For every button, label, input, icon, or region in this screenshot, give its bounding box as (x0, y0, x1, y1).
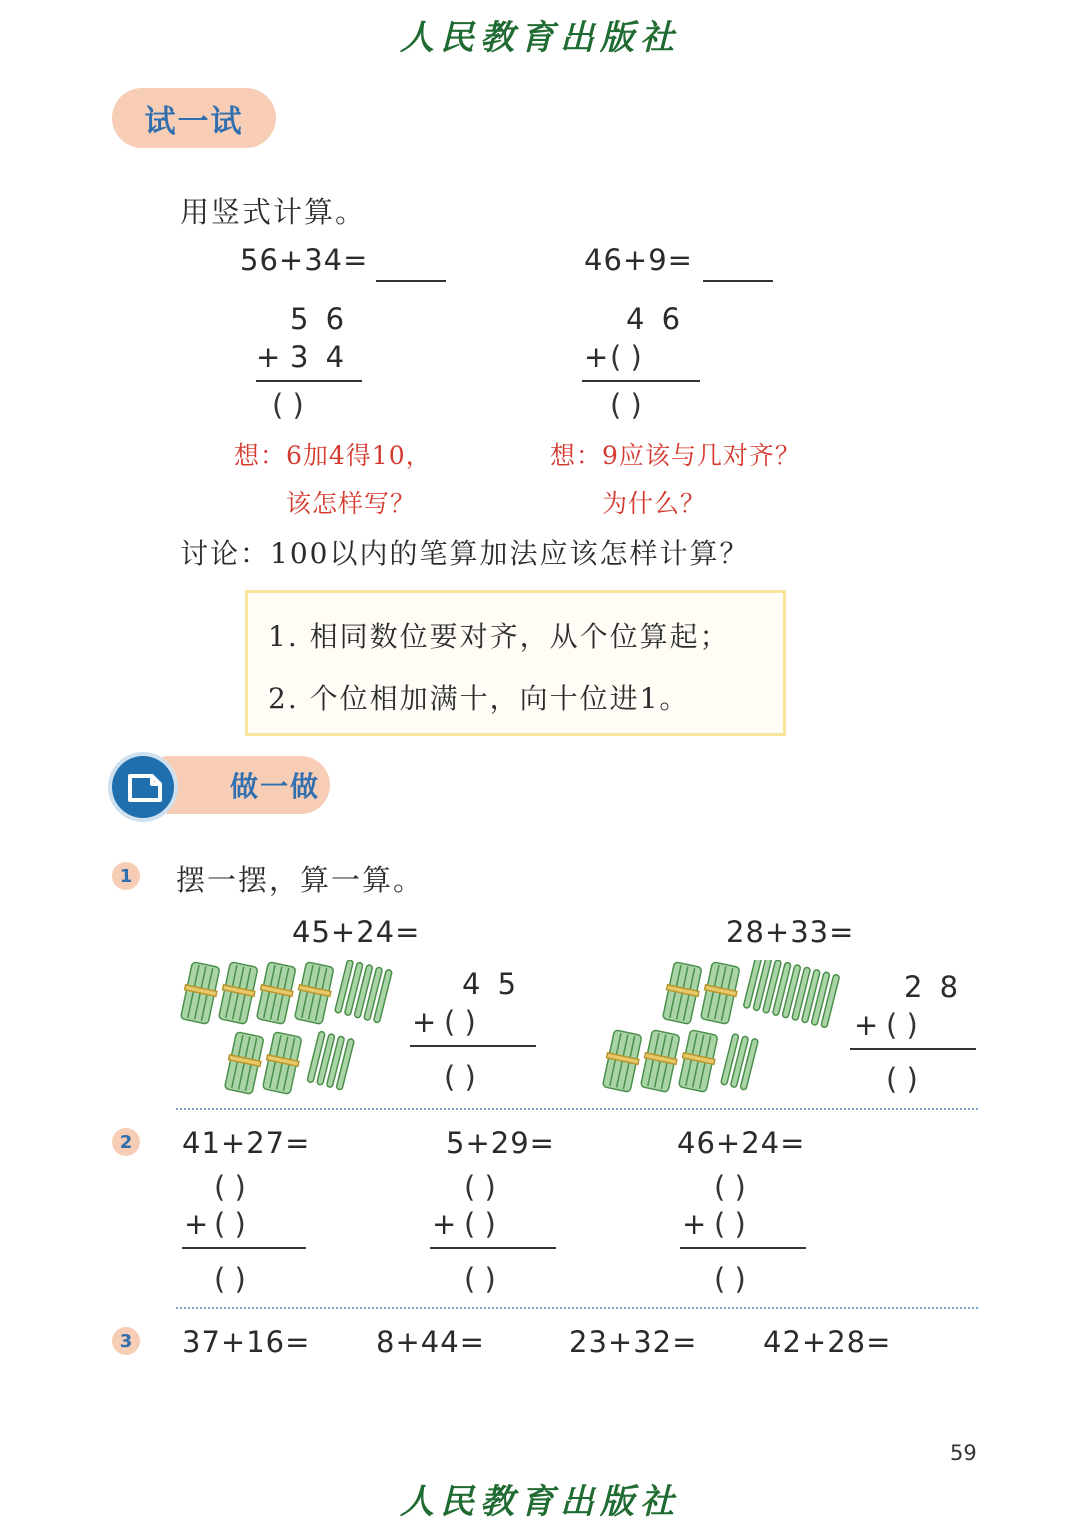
section-divider-2 (176, 1307, 978, 1309)
q2a-top-box[interactable]: ( ) (214, 1170, 246, 1204)
problem2-hint-line1: 想：9应该与几对齐？ (550, 441, 801, 470)
q1a-result-box[interactable]: ( ) (444, 1060, 476, 1094)
q2b-sum-line (430, 1247, 556, 1249)
q3-item-3: 23+32= (569, 1325, 698, 1359)
problem1-result-box[interactable]: ( ) (272, 388, 304, 422)
try-it-tag: 试一试 (112, 88, 276, 148)
q2c-sum-line (680, 1247, 806, 1249)
q2a-plus-sign: + (184, 1207, 210, 1241)
question-2-badge: 2 (112, 1128, 140, 1156)
q1a-plus-sign: + (412, 1005, 438, 1039)
q1b-plus-sign: + (854, 1008, 880, 1042)
q1a-sum-line (410, 1045, 536, 1047)
instruction-text: 用竖式计算。 (180, 195, 367, 229)
q2b-expression: 5+29= (446, 1126, 555, 1160)
problem2-answer-blank[interactable] (703, 280, 773, 282)
discussion-text: 讨论：100以内的笔算加法应该怎样计算？ (180, 537, 750, 570)
q1b-sticks-illustration (600, 960, 856, 1100)
problem2-second-box[interactable]: ( ) (610, 340, 642, 374)
problem2-sum-line (582, 380, 700, 382)
problem1-answer-blank[interactable] (376, 280, 446, 282)
problem1-expression: 56+34= (240, 243, 369, 277)
question-1-badge: 1 (112, 862, 140, 890)
problem1-hint-line1: 想：6加4得10， (234, 441, 432, 470)
q1b-expression: 28+33= (726, 915, 855, 949)
publisher-header: 人民教育出版社 (400, 18, 680, 58)
q2c-result-box[interactable]: ( ) (714, 1262, 746, 1296)
q1b-second-box[interactable]: ( ) (886, 1008, 918, 1042)
q2c-second-box[interactable]: ( ) (714, 1207, 746, 1241)
question-3-badge: 3 (112, 1327, 140, 1355)
publisher-footer: 人民教育出版社 (400, 1482, 680, 1522)
q2c-expression: 46+24= (677, 1126, 806, 1160)
problem1-plus-sign: + (256, 340, 282, 374)
q1b-result-box[interactable]: ( ) (886, 1062, 918, 1096)
problem2-top-number: 4 6 (626, 302, 685, 336)
summary-rule-1: 1. 相同数位要对齐，从个位算起； (268, 620, 730, 653)
q2b-top-box[interactable]: ( ) (464, 1170, 496, 1204)
problem1-sum-line (256, 380, 362, 382)
q3-item-1: 37+16= (182, 1325, 311, 1359)
do-it-icon (112, 756, 174, 818)
do-it-tag: 做一做 (140, 756, 330, 814)
q1a-top-number: 4 5 (462, 967, 521, 1001)
q1a-sticks-illustration (172, 960, 412, 1100)
problem2-hint-line2: 为什么？ (602, 489, 707, 518)
section-divider-1 (176, 1108, 978, 1110)
problem2-plus-sign: + (584, 340, 610, 374)
problem2-expression: 46+9= (584, 243, 693, 277)
problem1-top-number: 5 6 (290, 302, 349, 336)
q1a-expression: 45+24= (292, 915, 421, 949)
problem2-result-box[interactable]: ( ) (610, 388, 642, 422)
q2b-second-box[interactable]: ( ) (464, 1207, 496, 1241)
page-number: 59 (950, 1441, 977, 1465)
q2a-result-box[interactable]: ( ) (214, 1262, 246, 1296)
q1a-second-box[interactable]: ( ) (444, 1005, 476, 1039)
question-1-text: 摆一摆，算一算。 (176, 863, 425, 897)
summary-box (245, 590, 786, 736)
q2a-expression: 41+27= (182, 1126, 311, 1160)
problem1-hint-line2: 该怎样写？ (286, 489, 417, 518)
q3-item-4: 42+28= (763, 1325, 892, 1359)
q2b-plus-sign: + (432, 1207, 458, 1241)
q1b-sum-line (850, 1048, 976, 1050)
q1b-top-number: 2 8 (904, 970, 963, 1004)
q2a-sum-line (182, 1247, 306, 1249)
q3-item-2: 8+44= (376, 1325, 485, 1359)
summary-rule-2: 2. 个位相加满十，向十位进1。 (268, 682, 690, 715)
problem1-second-number: 3 4 (290, 340, 349, 374)
q2c-top-box[interactable]: ( ) (714, 1170, 746, 1204)
q2a-second-box[interactable]: ( ) (214, 1207, 246, 1241)
q2c-plus-sign: + (682, 1207, 708, 1241)
q2b-result-box[interactable]: ( ) (464, 1262, 496, 1296)
